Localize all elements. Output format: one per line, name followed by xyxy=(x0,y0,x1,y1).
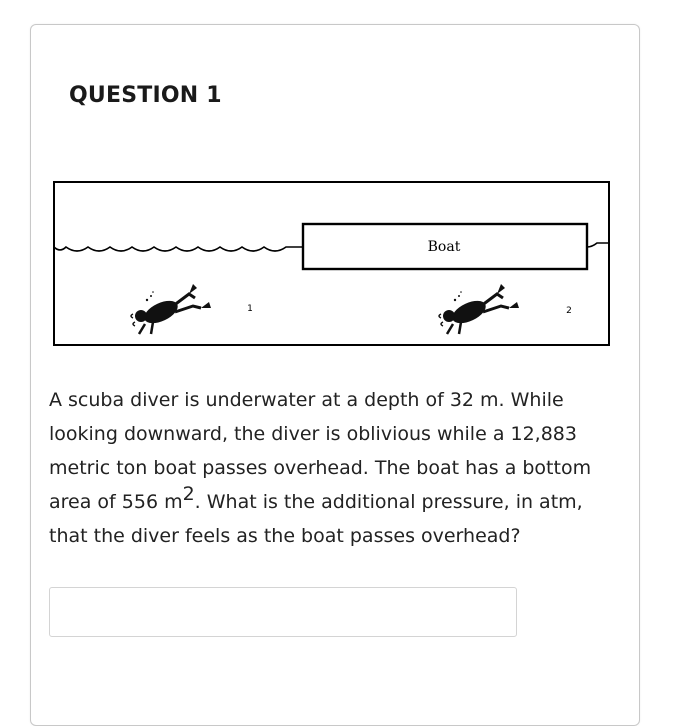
diver-2-label: 2 xyxy=(566,306,572,316)
question-title: QUESTION 1 xyxy=(69,83,222,108)
question-text xyxy=(49,383,621,553)
question-text-main: A scuba diver is underwater at a depth of 32 m. While looking downward, the diver is oblivious while a 12,883 metric ton boat passes overhead. The boat has a bottom area of 556 m xyxy=(49,389,592,513)
answer-input[interactable] xyxy=(49,587,517,637)
diagram-figure xyxy=(53,181,611,347)
question-text-end: . What is the additional pressure, in atm, that the diver feels as the boat passes overhead? xyxy=(49,491,583,547)
area-unit-exponent: 2 xyxy=(182,483,195,505)
question-card xyxy=(30,24,640,726)
diver-1-label: 1 xyxy=(247,304,253,314)
boat-label: Boat xyxy=(427,239,461,255)
